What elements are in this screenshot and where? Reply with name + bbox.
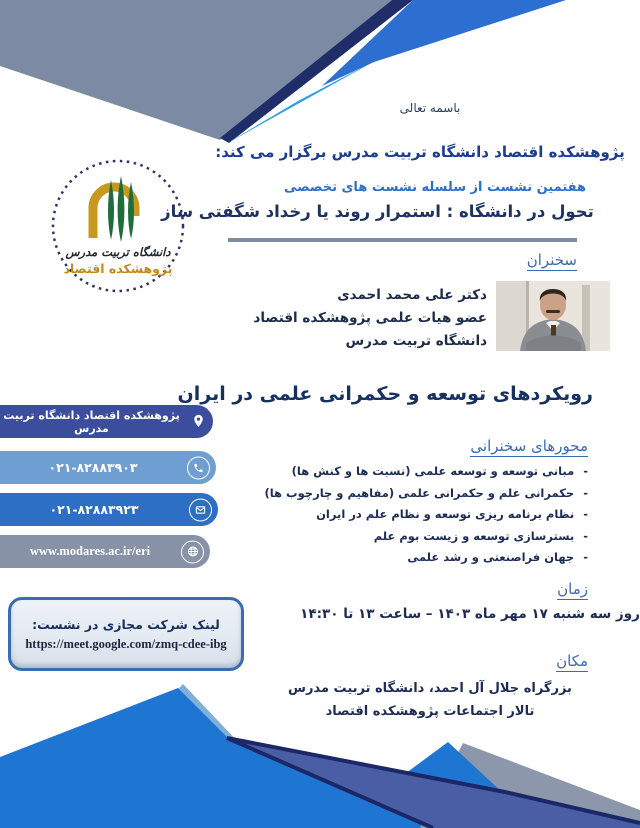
topic-item: -بسترسازی توسعه و زیست بوم علم bbox=[373, 528, 588, 543]
topic-item: -جهان فراصنعتی و رشد علمی bbox=[407, 550, 588, 564]
list-dash: - bbox=[583, 464, 588, 478]
website-url[interactable]: www.modares.ac.ir/eri bbox=[29, 544, 151, 558]
topic-item: -مبانی توسعه و توسعه علمی (نسبت ها و کنش ها) bbox=[291, 464, 588, 478]
organizer-line: پژوهشکده اقتصاد دانشگاه تربیت مدرس برگزار می کند: bbox=[215, 143, 625, 161]
speaker-affiliation: دانشگاه تربیت مدرس bbox=[345, 333, 487, 349]
speaker-name: دکتر علی محمد احمدی bbox=[337, 287, 487, 303]
list-dash: - bbox=[583, 528, 588, 543]
event-datetime: روز سه شنبه ۱۷ مهر ماه ۱۴۰۳ – ساعت ۱۳ تا ۱۴:۳۰ bbox=[300, 606, 640, 622]
place-hall: تالار اجتماعات پژوهشکده اقتصاد bbox=[325, 704, 535, 719]
talk-title: رویکردهای توسعه و حکمرانی علمی در ایران bbox=[177, 383, 593, 405]
address-pill bbox=[0, 405, 213, 438]
address-text: پژوهشکده اقتصاد دانشگاه تربیت مدرس bbox=[3, 408, 180, 435]
logo-institute-name: پژوهشکده اقتصاد bbox=[63, 261, 173, 276]
logo-university-name: دانشگاه تربیت مدرس bbox=[65, 245, 171, 259]
bismillah-text: باسمه تعالی bbox=[399, 101, 461, 115]
bottom-decoration bbox=[0, 680, 640, 828]
location-pin-icon bbox=[190, 413, 207, 430]
list-dash: - bbox=[583, 507, 588, 521]
series-line: هفتمین نشست از سلسله نشست های تخصصی bbox=[283, 180, 587, 195]
session-title: تحول در دانشگاه : استمرار روند یا رخداد شگفتی ساز bbox=[161, 202, 594, 221]
university-logo bbox=[48, 156, 188, 296]
speaker-role: عضو هیات علمی پژوهشکده اقتصاد bbox=[253, 310, 487, 326]
topic-item: -حکمرانی علم و حکمرانی علمی (مفاهیم و چارچوب ها) bbox=[264, 485, 588, 500]
topics-list bbox=[158, 461, 588, 569]
top-decoration bbox=[0, 0, 640, 150]
phone-number: ۰۲۱-۸۲۸۸۳۹۰۳ bbox=[48, 460, 138, 475]
virtual-link-box bbox=[8, 597, 244, 671]
divider-line bbox=[228, 238, 577, 242]
speaker-info bbox=[147, 284, 487, 353]
mail-number: ۰۲۱-۸۲۸۸۳۹۲۳ bbox=[49, 502, 139, 517]
virtual-link-label: لینک شرکت مجازی در نشست: bbox=[32, 616, 220, 632]
list-dash: - bbox=[583, 550, 588, 564]
place-address: بزرگراه جلال آل احمد، دانشگاه تربیت مدرس bbox=[288, 681, 572, 696]
list-dash: - bbox=[583, 485, 588, 500]
speaker-photo bbox=[496, 281, 610, 351]
virtual-link-url[interactable]: https://meet.google.com/zmq-cdee-ibg bbox=[25, 636, 227, 651]
time-heading: زمان bbox=[557, 580, 588, 598]
place-heading: مکان bbox=[556, 652, 588, 670]
topics-heading: محورهای سخنرانی bbox=[470, 437, 588, 455]
topic-item: -نظام برنامه ریزی توسعه و نظام علم در ایران bbox=[316, 507, 588, 521]
speaker-heading: سخنران bbox=[526, 251, 577, 269]
